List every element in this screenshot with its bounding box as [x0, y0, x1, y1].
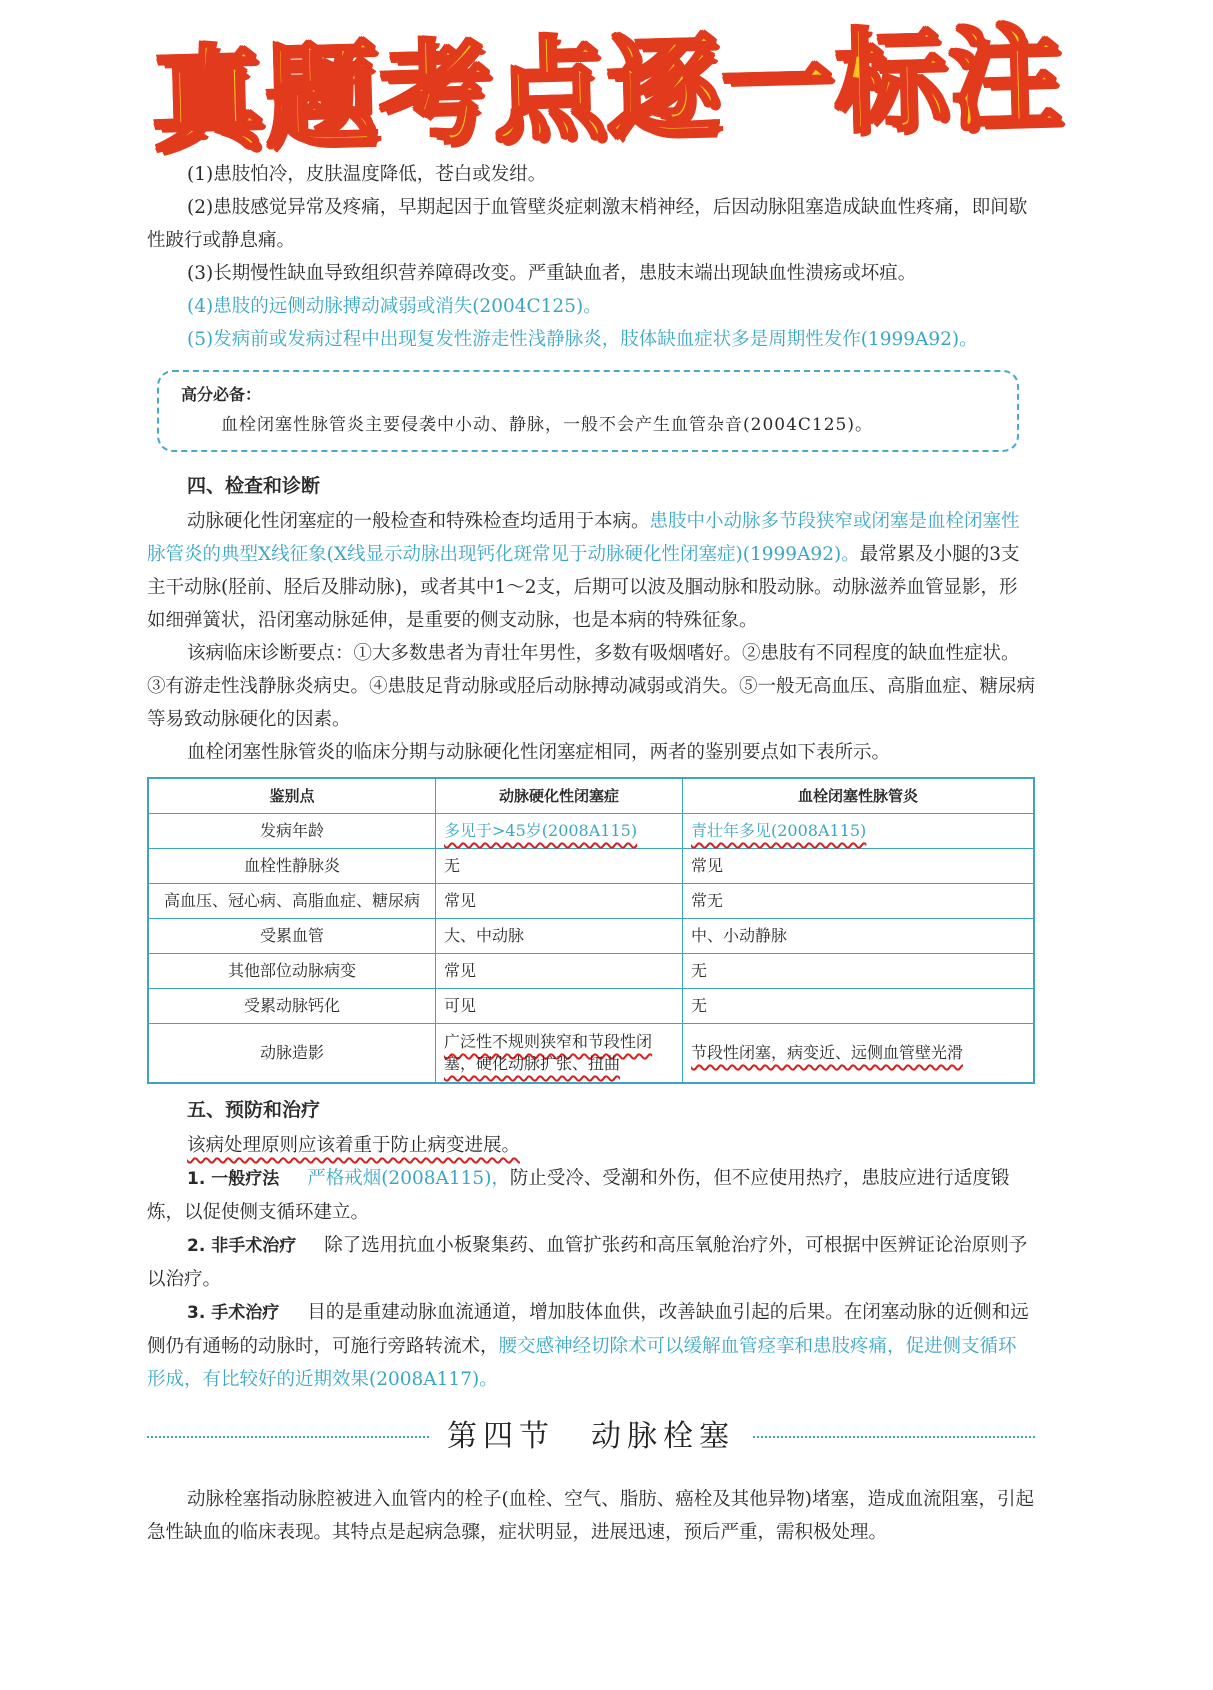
- table-cell: 常见: [436, 884, 683, 919]
- section-title: [147, 1420, 1035, 1453]
- table-cell: 发病年龄: [148, 814, 436, 849]
- table-cell: 中、小动静脉: [683, 919, 1035, 954]
- table-row: [148, 954, 1034, 989]
- paragraph: [147, 1229, 1035, 1296]
- table-cell: 无: [436, 849, 683, 884]
- paragraph: [147, 1129, 1035, 1162]
- table-cell: 高血压、冠心病、高脂血症、糖尿病: [148, 884, 436, 919]
- table-cell: 动脉造影: [148, 1024, 436, 1084]
- table-cell: 无: [683, 954, 1035, 989]
- section-heading-treatment: 五、预防和治疗: [187, 1099, 321, 1121]
- table-header: 动脉硬化性闭塞症: [436, 778, 683, 814]
- list-item-highlighted: (5)发病前或发病过程中出现复发性游走性浅静脉炎，肢体缺血症状多是周期性发作(1999A92)。: [187, 329, 978, 350]
- dotted-divider: [147, 1436, 429, 1438]
- annotated-text: 多见于>45岁(2008A115): [444, 821, 638, 840]
- table-header: 鉴别点: [148, 778, 436, 814]
- text-span: 动脉硬化性闭塞症的一般检查和特殊检查均适用于本病。: [187, 511, 650, 532]
- paragraph: [147, 1296, 1035, 1396]
- list-item: (2)患肢感觉异常及疼痛，早期起因于血管壁炎症刺激末梢神经，后因动脉阻塞造成缺血性疼痛，即间歇性跛行或静息痛。: [147, 197, 1028, 251]
- section-heading-diagnosis: 四、检查和诊断: [187, 475, 321, 497]
- table-cell: [683, 814, 1035, 849]
- table-row: [148, 814, 1034, 849]
- table-cell: 大、中动脉: [436, 919, 683, 954]
- table-cell: 血栓性静脉炎: [148, 849, 436, 884]
- table-cell: 无: [683, 989, 1035, 1024]
- table-cell: 常见: [436, 954, 683, 989]
- key-note-body: 血栓闭塞性脉管炎主要侵袭中小动、静脉，一般不会产生血管杂音(2004C125)。: [221, 415, 873, 435]
- document-body: [147, 158, 1035, 1549]
- text-span: 防止受冷、受潮和外伤，但不应使用热疗，患肢应进行适度锻炼，以促使侧支循环建立。: [147, 1168, 1010, 1223]
- table-row: [148, 919, 1034, 954]
- table-row: [148, 1024, 1034, 1084]
- highlight-span: 患肢中小动脉多节段狭窄或闭塞是血栓闭塞性脉管炎的典型X线征象(X线显示动脉出现钙化斑常见于动脉硬化性闭塞症)(1999A92)。: [147, 511, 1020, 565]
- table-cell: [436, 1024, 683, 1084]
- table-row: [148, 989, 1034, 1024]
- annotated-text: 广泛性不规则狭窄和节段性闭塞，硬化动脉扩张、扭曲: [444, 1032, 653, 1073]
- paragraph: [147, 505, 1035, 637]
- table-cell: [436, 814, 683, 849]
- table-cell: 受累血管: [148, 919, 436, 954]
- table-row: [148, 884, 1034, 919]
- paragraph: 该病临床诊断要点：①大多数患者为青壮年男性，多数有吸烟嗜好。②患肢有不同程度的缺血性症状。③有游走性浅静脉炎病史。④患肢足背动脉或胫后动脉搏动减弱或消失。⑤一般无高血压、高脂血症、糖尿病等易致动脉硬化的因素。: [147, 643, 1036, 730]
- section-title-text: 第四节 动脉栓塞: [447, 1419, 735, 1454]
- highlight-span: 严格戒烟(2008A115)，: [307, 1168, 510, 1189]
- annotated-text: 该病处理原则应该着重于防止病变进展。: [187, 1135, 521, 1156]
- highlight-span: 腰交感神经切除术可以缓解血管痉挛和患肢疼痛，促进侧支循环形成，有比较好的近期效果(2008A117)。: [147, 1336, 1017, 1390]
- annotated-text: 青壮年多见(2008A115): [691, 821, 867, 840]
- paragraph: [147, 1162, 1035, 1229]
- paragraph: 血栓闭塞性脉管炎的临床分期与动脉硬化性闭塞症相同，两者的鉴别要点如下表所示。: [187, 742, 891, 763]
- annotated-text: 节段性闭塞，病变近、远侧血管壁光滑: [691, 1043, 964, 1062]
- treatment-label: 3. 手术治疗: [187, 1303, 280, 1323]
- list-item: (1)患肢怕冷，皮肤温度降低，苍白或发绀。: [187, 164, 547, 185]
- dotted-divider: [753, 1436, 1035, 1438]
- text-span: 最常累及小腿的3支主干动脉(胫前、胫后及腓动脉)，或者其中1～2支，后期可以波及腘动脉和股动脉。动脉滋养血管显影，形如细弹簧状，沿闭塞动脉延伸，是重要的侧支动脉，也是本病的特殊征象。: [147, 544, 1020, 631]
- table-cell: 常无: [683, 884, 1035, 919]
- table-header: 血栓闭塞性脉管炎: [683, 778, 1035, 814]
- treatment-label: 1. 一般疗法: [187, 1169, 280, 1189]
- key-note-box: [157, 370, 1019, 452]
- table-row: [148, 849, 1034, 884]
- text-span: 目的是重建动脉血流通道，增加肢体血供，改善缺血引起的后果。在闭塞动脉的近侧和远侧仍有通畅的动脉时，可施行旁路转流术，: [147, 1302, 1029, 1357]
- table-cell: 受累动脉钙化: [148, 989, 436, 1024]
- table-header-row: [148, 778, 1034, 814]
- paragraph: 动脉栓塞指动脉腔被进入血管内的栓子(血栓、空气、脂肪、癌栓及其他异物)堵塞，造成血流阻塞，引起急性缺血的临床表现。其特点是起病急骤，症状明显，进展迅速，预后严重，需积极处理。: [147, 1489, 1034, 1543]
- table-cell: 其他部位动脉病变: [148, 954, 436, 989]
- table-cell: [683, 1024, 1035, 1084]
- key-note-title: 高分必备：: [181, 385, 262, 404]
- treatment-label: 2. 非手术治疗: [187, 1236, 297, 1256]
- table-cell: 可见: [436, 989, 683, 1024]
- banner: [0, 0, 1213, 167]
- list-item-highlighted: (4)患肢的远侧动脉搏动减弱或消失(2004C125)。: [187, 296, 602, 317]
- list-item: (3)长期慢性缺血导致组织营养障碍改变。严重缺血者，患肢末端出现缺血性溃疡或坏疽。: [187, 263, 917, 284]
- banner-title: 真题考点逐一标注: [149, 12, 1065, 167]
- text-span: 除了选用抗血小板聚集药、血管扩张药和高压氧舱治疗外，可根据中医辨证论治原则予以治疗。: [147, 1235, 1028, 1290]
- table-cell: 常见: [683, 849, 1035, 884]
- comparison-table: [147, 777, 1035, 1084]
